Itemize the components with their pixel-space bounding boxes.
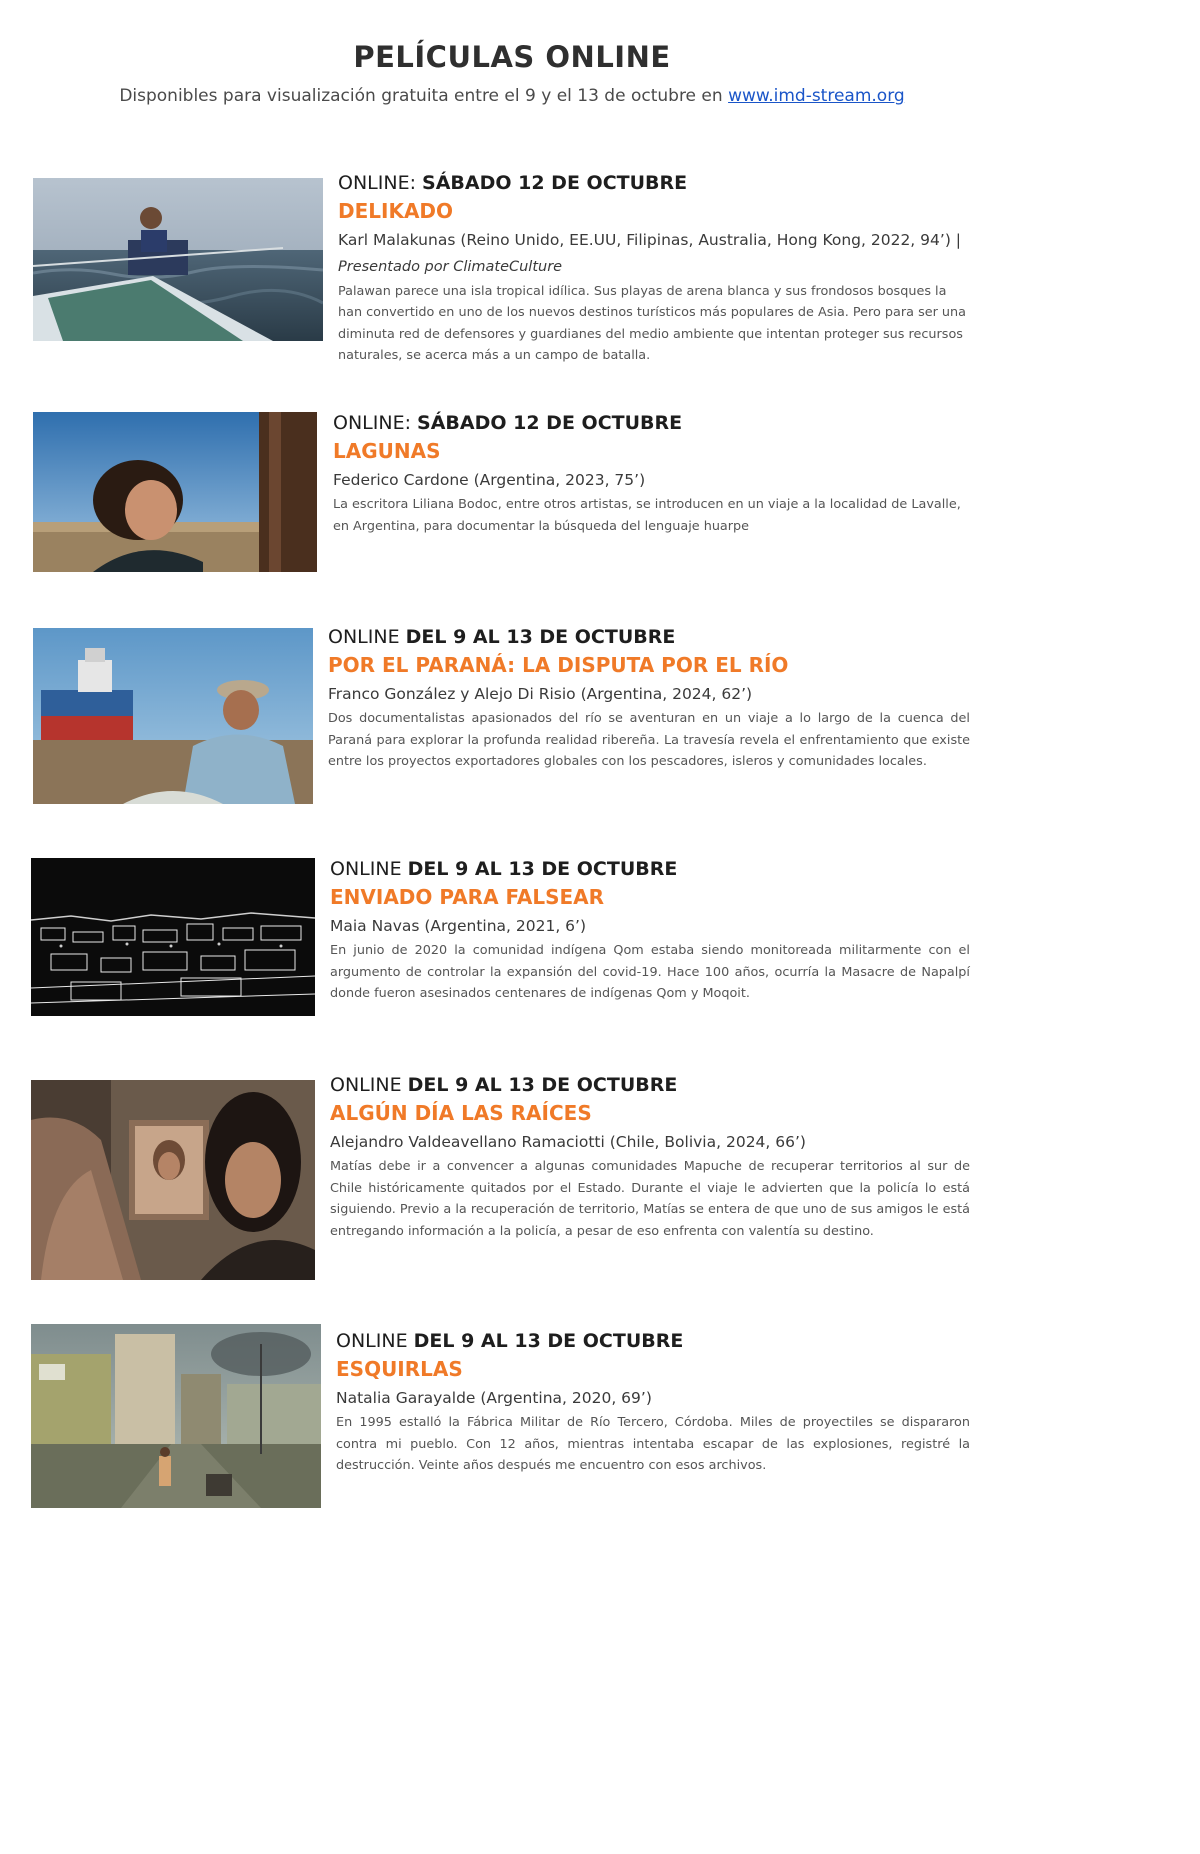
film-info-delikado [338, 172, 970, 367]
screening-date: ONLINE DEL 9 AL 13 DE OCTUBRE [328, 626, 676, 648]
film-title: ALGÚN DÍA LAS RAÍCES [330, 1100, 592, 1125]
film-synopsis: Dos documentalistas apasionados del río se aventuran en un viaje a lo largo de la cuenca del Paraná para explorar la profunda realidad ribereña. La travesía revela el enfrentamiento que existe entre los proyectos exportadores globales con los pescadores, isleros y comunidades locales. [328, 711, 970, 770]
film-still-algun-dia-las-raices [31, 1080, 315, 1280]
presented-by: Presentado por ClimateCulture [338, 259, 563, 276]
film-synopsis: En junio de 2020 la comunidad indígena Qom estaba siendo monitoreada militarmente con el argumento de controlar la expansión del covid-19. Hace 100 años, ocurría la Masacre de Napalpí donde fueron asesinados centenares de indígenas Qom y Moqoit. [330, 943, 970, 1002]
stream-site-link[interactable]: www.imd-stream.org [728, 86, 905, 106]
film-title: ESQUIRLAS [336, 1356, 463, 1381]
film-entry-lagunas [0, 412, 1024, 612]
screening-date: ONLINE DEL 9 AL 13 DE OCTUBRE [330, 858, 678, 880]
screening-date: ONLINE: SÁBADO 12 DE OCTUBRE [333, 412, 683, 434]
film-entry-algun-dia-las-raices [0, 1074, 1024, 1274]
film-credits: Karl Malakunas (Reino Unido, EE.UU, Filipinas, Australia, Hong Kong, 2022, 94’) | Presentado por ClimateCulture [338, 230, 962, 276]
film-synopsis: Matías debe ir a convencer a algunas comunidades Mapuche de recuperar territorios al sur de Chile históricamente quitados por el Estado. Durante el viaje le advierten que la policía lo está siguiendo. Previo a la recuperación de territorio, Matías se entera de que uno de sus amigos le está entregando información a la policía, a pesar de eso enfrenta con valentía su destino. [330, 1159, 970, 1239]
page-subtitle [0, 86, 1024, 106]
screening-date: ONLINE DEL 9 AL 13 DE OCTUBRE [336, 1330, 684, 1352]
film-still-lagunas [33, 412, 317, 572]
screening-date: ONLINE DEL 9 AL 13 DE OCTUBRE [330, 1074, 678, 1096]
film-title: ENVIADO PARA FALSEAR [330, 884, 605, 909]
film-info-algun-dia-las-raices [330, 1074, 970, 1242]
film-still-delikado [33, 178, 323, 341]
film-title: DELIKADO [338, 198, 454, 223]
film-credits: Franco González y Alejo Di Risio (Argentina, 2024, 62’) [328, 684, 753, 703]
film-still-esquirlas [31, 1324, 321, 1508]
page-header [0, 40, 1024, 106]
film-synopsis: La escritora Liliana Bodoc, entre otros artistas, se introducen en un viaje a la localidad de Lavalle, en Argentina, para documentar la búsqueda del lenguaje huarpe [333, 497, 961, 534]
film-title: POR EL PARANÁ: LA DISPUTA POR EL RÍO [328, 652, 789, 677]
page-title: PELÍCULAS ONLINE [353, 40, 671, 74]
film-still-por-el-parana [33, 628, 313, 804]
film-credits: Federico Cardone (Argentina, 2023, 75’) [333, 470, 646, 489]
film-entry-delikado [0, 172, 1024, 372]
film-entry-enviado-para-falsear [0, 858, 1024, 1058]
film-credits: Natalia Garayalde (Argentina, 2020, 69’) [336, 1388, 652, 1407]
film-credits: Alejandro Valdeavellano Ramaciotti (Chile, Bolivia, 2024, 66’) [330, 1132, 806, 1151]
film-info-esquirlas [336, 1330, 970, 1477]
subtitle-text: Disponibles para visualización gratuita entre el 9 y el 13 de octubre en [119, 86, 729, 106]
film-info-por-el-parana [328, 626, 970, 773]
film-synopsis: Palawan parece una isla tropical idílica. Sus playas de arena blanca y sus frondosos bosques la han convertido en uno de los nuevos destinos turísticos más populares de Asia. Pero para ser una diminuta red de defensores y guardianes del medio ambiente que intentan proteger sus recursos naturales, se acerca más a un campo de batalla. [338, 283, 966, 364]
film-title: LAGUNAS [333, 438, 441, 463]
film-entry-por-el-parana [0, 626, 1024, 826]
film-still-enviado-para-falsear [31, 858, 315, 1016]
film-info-enviado-para-falsear [330, 858, 970, 1005]
film-entry-esquirlas [0, 1330, 1024, 1530]
film-credits: Maia Navas (Argentina, 2021, 6’) [330, 916, 587, 935]
film-synopsis: En 1995 estalló la Fábrica Militar de Río Tercero, Córdoba. Miles de proyectiles se dispararon contra mi pueblo. Con 12 años, mientras intentaba escapar de las explosiones, registré la destrucción. Veinte años después me encuentro con esos archivos. [336, 1415, 970, 1474]
screening-date: ONLINE: SÁBADO 12 DE OCTUBRE [338, 172, 688, 194]
film-info-lagunas [333, 412, 970, 537]
